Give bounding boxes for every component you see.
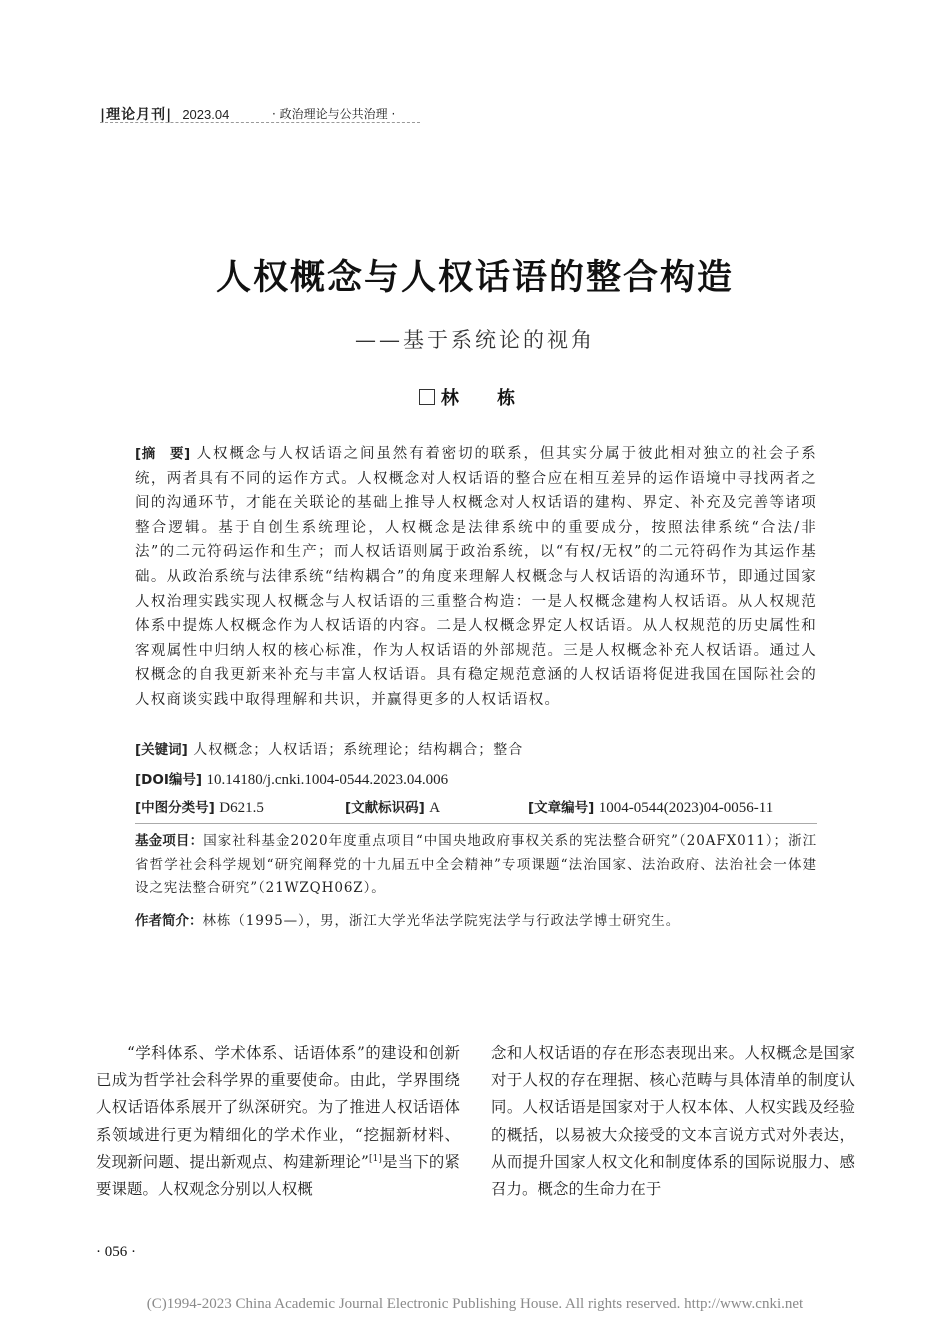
citation-ref[interactable]: [1] [368,1153,383,1164]
abstract [135,442,817,713]
body-column-left [96,1040,460,1203]
clc-number [135,796,264,817]
author-box-icon [419,389,435,405]
body-column-right [491,1040,855,1203]
article-number-label: [文章编号] [528,800,595,816]
section-name: · 政治理论与公共治理 · [272,107,396,121]
author-bio [135,910,817,933]
fund-info [135,830,817,901]
bio-text: 林栋（1995—），男，浙江大学光华法学院宪法学与行政法学博士研究生。 [202,913,681,929]
article-number-value: 1004-0544(2023)04-0056-11 [598,800,774,816]
keywords-text: 人权概念；人权话语；系统理论；结构耦合；整合 [193,742,524,758]
fund-label: 基金项目： [135,833,204,849]
header-divider [100,122,420,123]
article-title: 人权概念与人权话语的整合构造 [215,257,734,298]
abstract-label: [摘 要] [135,446,191,462]
divider [135,823,817,824]
author-line [0,384,950,410]
body-text: 是当下的紧要课题。人权观念分别以人权概 [96,1152,460,1199]
doi-label: [DOI编号] [135,772,203,788]
body-text: “学科体系、学术体系、话语体系”的建设和创新已成为哲学社会科学界的重要使命。由此，学界围绕人权话语体系展开了纵深研究。为了推进人权话语体系领域进行更为精细化的学术作业，“挖掘新材料、发现新问题、提出新观点、构建新理论” [96,1044,460,1171]
clc-label: [中图分类号] [135,800,215,816]
bio-label: 作者简介： [135,913,203,929]
abstract-text: 人权概念与人权话语之间虽然有着密切的联系，但其实分属于彼此相对独立的社会子系统，两者具有不同的运作方式。人权概念对人权话语的整合应在相互差异的运作语境中寻找两者之间的沟通环节，才能在关联论的基础上推导人权概念对人权话语的建构、界定、补充及完善等诸项整合逻辑。基于自创生系统理论，人权概念是法律系统中的重要成分，按照法律系统“合法/非法”的二元符码运作和生产；而人权话语则属于政治系统，以“有权/无权”的二元符码作为其运作基础。从政治系统与法律系统“结构耦合”的角度来理解人权概念与人权话语的沟通环节，即通过国家人权治理实践实现人权概念与人权话语的三重整合构造：一是人权概念建构人权话语。从人权规范体系中提炼人权概念作为人权话语的内容。二是人权概念界定人权话语。从人权规范的历史属性和客观属性中归纳人权的核心标准，作为人权话语的外部规范。三是人权概念补充人权话语。通过人权概念的自我更新来补充与丰富人权话语。具有稳定规范意涵的人权话语将促进我国在国际社会的人权商谈实践中取得理解和共识，并赢得更多的人权话语权。 [135,446,817,708]
doi-value: 10.14180/j.cnki.1004-0544.2023.04.006 [206,772,449,788]
journal-issue: 2023.04 [182,107,230,122]
body-text: 念和人权话语的存在形态表现出来。人权概念是国家对于人权的存在理据、核心范畴与具体清单的制度认同。人权话语是国家对于人权本体、人权实践及经验的概括，以易被大众接受的文本言说方式对外表达，从而提升国家人权文化和制度体系的国际说服力、感召力。概念的生命力在于 [491,1044,855,1199]
copyright-footer: (C)1994-2023 China Academic Journal Electronic Publishing House. All rights reserved. http://www.cnki.net [146,1296,804,1312]
keywords [135,738,523,759]
article-subtitle: ——基于系统论的视角 [355,328,595,352]
article-number [528,796,773,817]
fund-text: 国家社科基金2020年度重点项目“中国央地政府事权关系的宪法整合研究”（20AFX011）；浙江省哲学社会科学规划“研究阐释党的十九届五中全会精神”专项课题“法治国家、法治政府、法治社会一体建设之宪法整合研究”（21WZQH06Z）。 [135,833,818,896]
clc-value: D621.5 [219,800,264,816]
keywords-label: [关键词] [135,742,188,758]
doc-code-value: A [429,800,441,816]
page-number: · 056 · [96,1244,136,1260]
running-header [100,104,396,123]
doc-code-label: [文献标识码] [345,800,425,816]
author-name: 林 栋 [440,388,532,409]
document-code [345,796,440,817]
journal-name: |理论月刊| [100,107,173,123]
doi [135,768,448,789]
